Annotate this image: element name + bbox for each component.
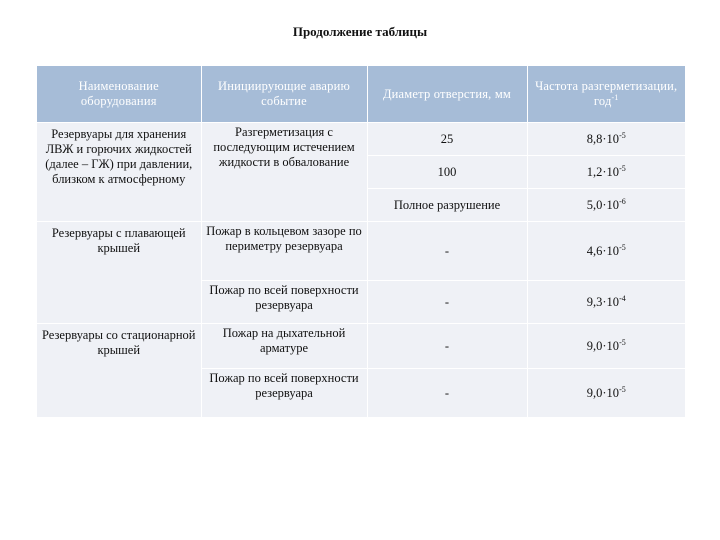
diameter-cell: - bbox=[367, 222, 527, 281]
diameter-cell: 25 bbox=[367, 123, 527, 156]
header-frequency bbox=[527, 66, 685, 123]
frequency-mantissa: 4,6 bbox=[586, 243, 603, 258]
header-event: Инициирующие аварию событие bbox=[201, 66, 367, 123]
event-cell: Пожар в кольцевом зазоре по периметру резервуара bbox=[201, 222, 367, 281]
frequency-mantissa: 9,0 bbox=[586, 338, 603, 353]
frequency-exponent: -6 bbox=[619, 196, 626, 206]
group-name-cell: Резервуары с плавающей крышей bbox=[37, 222, 201, 324]
frequency-multiplier: ·10 bbox=[602, 164, 620, 179]
frequency-mantissa: 1,2 bbox=[586, 164, 603, 179]
frequency-multiplier: ·10 bbox=[602, 131, 620, 146]
event-cell: Пожар по всей поверхности резервуара bbox=[201, 281, 367, 324]
frequency-exponent: -5 bbox=[619, 242, 626, 252]
frequency-multiplier: ·10 bbox=[602, 243, 620, 258]
table-header-row bbox=[37, 66, 685, 123]
frequency-cell bbox=[527, 123, 685, 156]
frequency-exponent: -5 bbox=[619, 163, 626, 173]
diameter-cell: - bbox=[367, 369, 527, 418]
frequency-exponent: -5 bbox=[619, 130, 626, 140]
frequency-mantissa: 5,0 bbox=[586, 197, 603, 212]
table-row bbox=[37, 123, 685, 156]
frequency-cell bbox=[527, 281, 685, 324]
header-equipment: Наименование оборудования bbox=[37, 66, 201, 123]
header-frequency-text: Частота разгерметизации, год bbox=[535, 79, 678, 108]
event-cell: Пожар по всей поверхности резервуара bbox=[201, 369, 367, 418]
frequency-multiplier: ·10 bbox=[602, 294, 620, 309]
frequency-exponent: -5 bbox=[619, 337, 626, 347]
frequency-mantissa: 8,8 bbox=[586, 131, 603, 146]
diameter-cell: Полное разрушение bbox=[367, 189, 527, 222]
frequency-multiplier: ·10 bbox=[602, 197, 620, 212]
diameter-cell: 100 bbox=[367, 156, 527, 189]
table-row bbox=[37, 222, 685, 281]
diameter-cell: - bbox=[367, 281, 527, 324]
frequency-exponent: -5 bbox=[619, 384, 626, 394]
diameter-cell: - bbox=[367, 324, 527, 369]
event-cell: Пожар на дыхательной арматуре bbox=[201, 324, 367, 369]
header-frequency-sup: -1 bbox=[611, 92, 619, 102]
frequency-cell bbox=[527, 324, 685, 369]
group-name-cell: Резервуары для хранения ЛВЖ и горючих жидкостей (далее – ГЖ) при давлении, близком к атмосферному bbox=[37, 123, 201, 222]
header-diameter: Диаметр отверстия, мм bbox=[367, 66, 527, 123]
group-name-cell: Резервуары со стационарной крышей bbox=[37, 324, 201, 418]
page-title: Продолжение таблицы bbox=[292, 24, 428, 39]
data-table bbox=[37, 66, 685, 417]
frequency-cell bbox=[527, 189, 685, 222]
frequency-mantissa: 9,0 bbox=[586, 385, 603, 400]
frequency-multiplier: ·10 bbox=[602, 385, 620, 400]
frequency-multiplier: ·10 bbox=[602, 338, 620, 353]
frequency-exponent: -4 bbox=[619, 293, 626, 303]
frequency-mantissa: 9,3 bbox=[586, 294, 603, 309]
frequency-cell bbox=[527, 222, 685, 281]
event-cell: Разгерметизация с последующим истечением жидкости в обвалование bbox=[201, 123, 367, 222]
frequency-cell bbox=[527, 369, 685, 418]
frequency-cell bbox=[527, 156, 685, 189]
table-row bbox=[37, 324, 685, 369]
